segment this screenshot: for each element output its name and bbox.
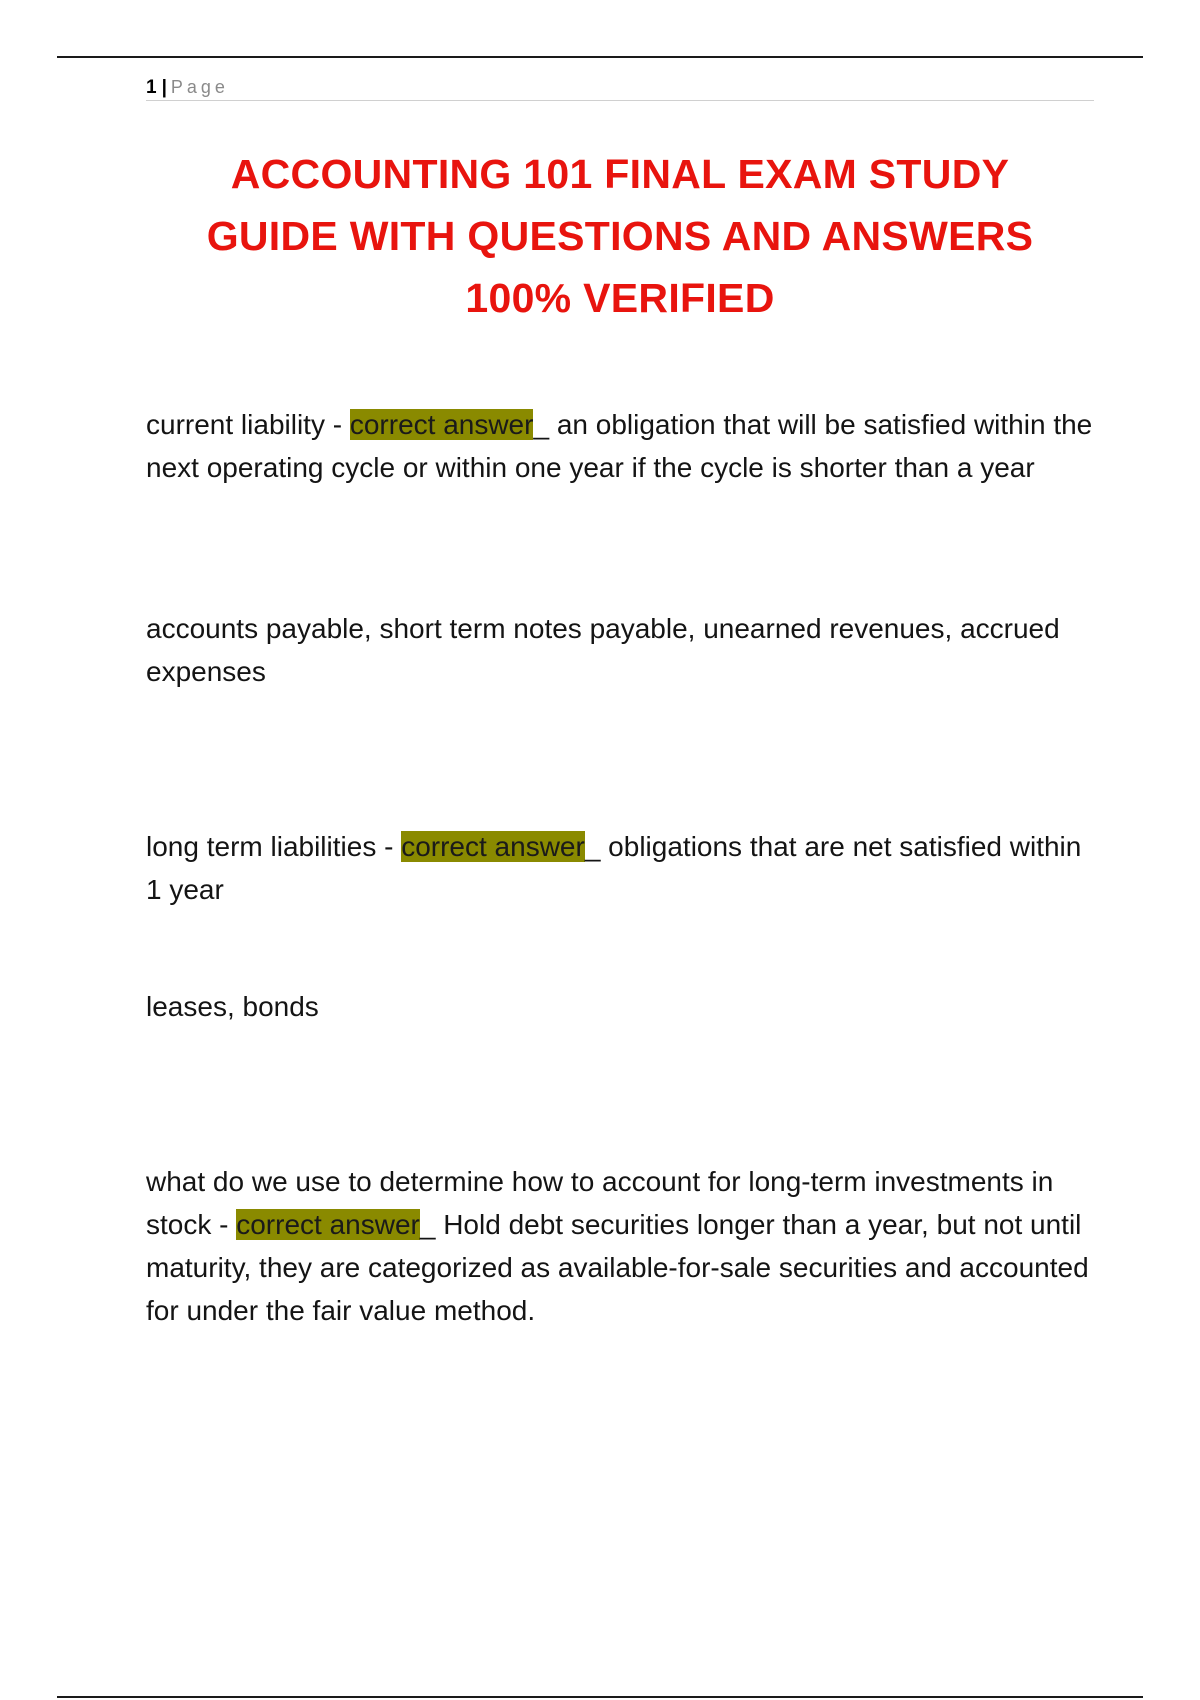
- question-text: what do we use to determine how to account for long-term investments in stock -: [146, 1166, 1054, 1240]
- title-line-3: 100% VERIFIED: [465, 275, 775, 321]
- title-line-2: GUIDE WITH QUESTIONS AND ANSWERS: [206, 213, 1034, 259]
- question-text: current liability -: [146, 409, 350, 440]
- page-number: 1: [146, 77, 157, 98]
- examples-current-liabilities: accounts payable, short term notes payable, unearned revenues, accrued expenses: [146, 613, 1060, 687]
- answer-marker: correct answer: [401, 831, 585, 862]
- question-text: long term liabilities -: [146, 831, 402, 862]
- title-line-1: ACCOUNTING 101 FINAL EXAM STUDY: [230, 151, 1010, 197]
- qa-entry-long-term-investments: [146, 1160, 1096, 1332]
- document-title: [130, 143, 1110, 329]
- qa-entry-long-term-liabilities: [146, 825, 1096, 911]
- qa-entry-current-liability: [146, 403, 1096, 489]
- answer-marker: correct answer: [236, 1209, 420, 1240]
- page-separator: |: [161, 77, 167, 98]
- examples-long-term-liabilities: leases, bonds: [146, 991, 319, 1022]
- bottom-rule: [57, 1696, 1143, 1698]
- answer-text: _ Hold debt securities longer than a year, but not until maturity, they are categorized as available-for-sale securities and accounted for under the fair value method.: [146, 1209, 1089, 1326]
- page-label: Page: [170, 77, 229, 97]
- page-header: [146, 74, 1094, 101]
- answer-text: _ obligations that are net satisfied within 1 year: [146, 831, 1082, 905]
- answer-marker: correct answer: [349, 409, 534, 440]
- top-rule: [57, 56, 1143, 58]
- answer-text: _ an obligation that will be satisfied within the next operating cycle or within one year if the cycle is shorter than a year: [146, 409, 1093, 483]
